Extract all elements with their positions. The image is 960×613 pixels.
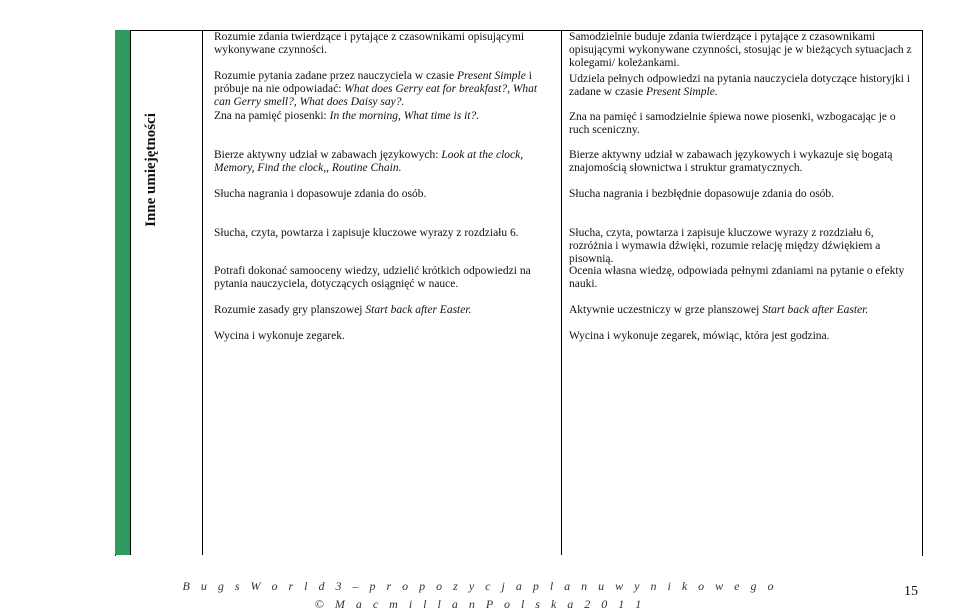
column-divider: [561, 30, 562, 555]
item-text: Present Simple.: [645, 86, 718, 98]
item-text: Ocenia własna wiedzę, odpowiada pełnymi zdaniami na pytanie o efekty nauki.: [569, 265, 905, 290]
list-item: [214, 227, 554, 240]
item-text: Wycina i wykonuje zegarek, mówiąc, która jest godzina.: [569, 330, 830, 342]
list-item: [214, 70, 554, 109]
list-item: [214, 149, 554, 175]
list-item: [569, 73, 917, 99]
item-text: Słucha nagrania i bezbłędnie dopasowuje zdania do osób.: [569, 188, 835, 200]
item-text: Rozumie zasady gry planszowej: [214, 304, 366, 316]
item-text: What does Gerry eat for breakfast?, What can Gerry smell?, What does Daisy say?.: [214, 83, 538, 108]
list-item: [569, 31, 917, 70]
item-text: Słucha nagrania i dopasowuje zdania do osób.: [214, 188, 427, 200]
column-divider: [202, 30, 203, 555]
item-text: Look at the clock, Memory, Find the clock,, Routine Chain.: [214, 149, 524, 174]
item-text: Zna na pamięć i samodzielnie śpiewa nowe piosenki, wzbogacając je o ruch sceniczny.: [569, 111, 896, 136]
list-item: [569, 111, 917, 137]
item-text: Aktywnie uczestniczy w grze planszowej: [569, 304, 763, 316]
item-text: Start back after Easter.: [365, 304, 472, 316]
item-text: Start back after Easter.: [762, 304, 869, 316]
list-item: [214, 188, 554, 201]
item-text: In the morning, What time is it?.: [329, 110, 480, 122]
item-text: Potrafi dokonać samooceny wiedzy, udzielić krótkich odpowiedzi na pytania nauczyciela, dotyczących osiągnięć w nauce.: [214, 265, 531, 290]
green-header-cell: [115, 30, 131, 555]
footer-title: B u g s W o r l d 3 – p r o p o z y c j a p l a n u w y n i k o w e g o: [182, 579, 778, 593]
item-text: Zna na pamięć piosenki:: [214, 110, 330, 122]
list-item: [214, 31, 554, 57]
section-label: Inne umiejętności: [143, 113, 159, 227]
footer: [0, 577, 960, 613]
footer-copyright: © M a c m i l l a n P o l s k a 2 0 1 1: [314, 597, 646, 611]
list-item: [214, 330, 554, 343]
list-item: [569, 265, 917, 291]
item-text: Udziela pełnych odpowiedzi na pytania nauczyciela dotyczące historyjki i zadane w czasie: [569, 73, 911, 98]
list-item: [214, 304, 554, 317]
item-text: i próbuje na nie odpowiadać:: [214, 70, 532, 95]
item-text: Bierze aktywny udział w zabawach językowych i wykazuje się bogatą znajomością słownictwa i struktur gramatycznych.: [569, 149, 893, 174]
item-text: Samodzielnie buduje zdania twierdzące i pytające z czasownikami opisującymi wykonywane czynności, stosując je w bieżących sytuacjach z kolegami/ koleżankami.: [569, 31, 912, 69]
list-item: [569, 330, 917, 343]
item-text: Present Simple: [456, 70, 526, 82]
item-text: Rozumie pytania zadane przez nauczyciela w czasie: [214, 70, 457, 82]
item-text: Bierze aktywny udział w zabawach językowych:: [214, 149, 442, 161]
list-item: [569, 227, 917, 266]
item-text: Rozumie zdania twierdzące i pytające z czasownikami opisującymi wykonywane czynności.: [214, 31, 525, 56]
item-text: Słucha, czyta, powtarza i zapisuje kluczowe wyrazy z rozdziału 6.: [214, 227, 519, 239]
page-number: 15: [904, 584, 918, 599]
item-text: Wycina i wykonuje zegarek.: [214, 330, 345, 342]
list-item: [569, 304, 917, 317]
list-item: [569, 188, 917, 201]
list-item: [569, 149, 917, 175]
item-text: Słucha, czyta, powtarza i zapisuje kluczowe wyrazy z rozdziału 6, rozróżnia i wymawia dźwięki, rozumie relację między dźwiękiem a pisownią.: [569, 227, 881, 265]
list-item: [214, 110, 554, 123]
list-item: [214, 265, 554, 291]
